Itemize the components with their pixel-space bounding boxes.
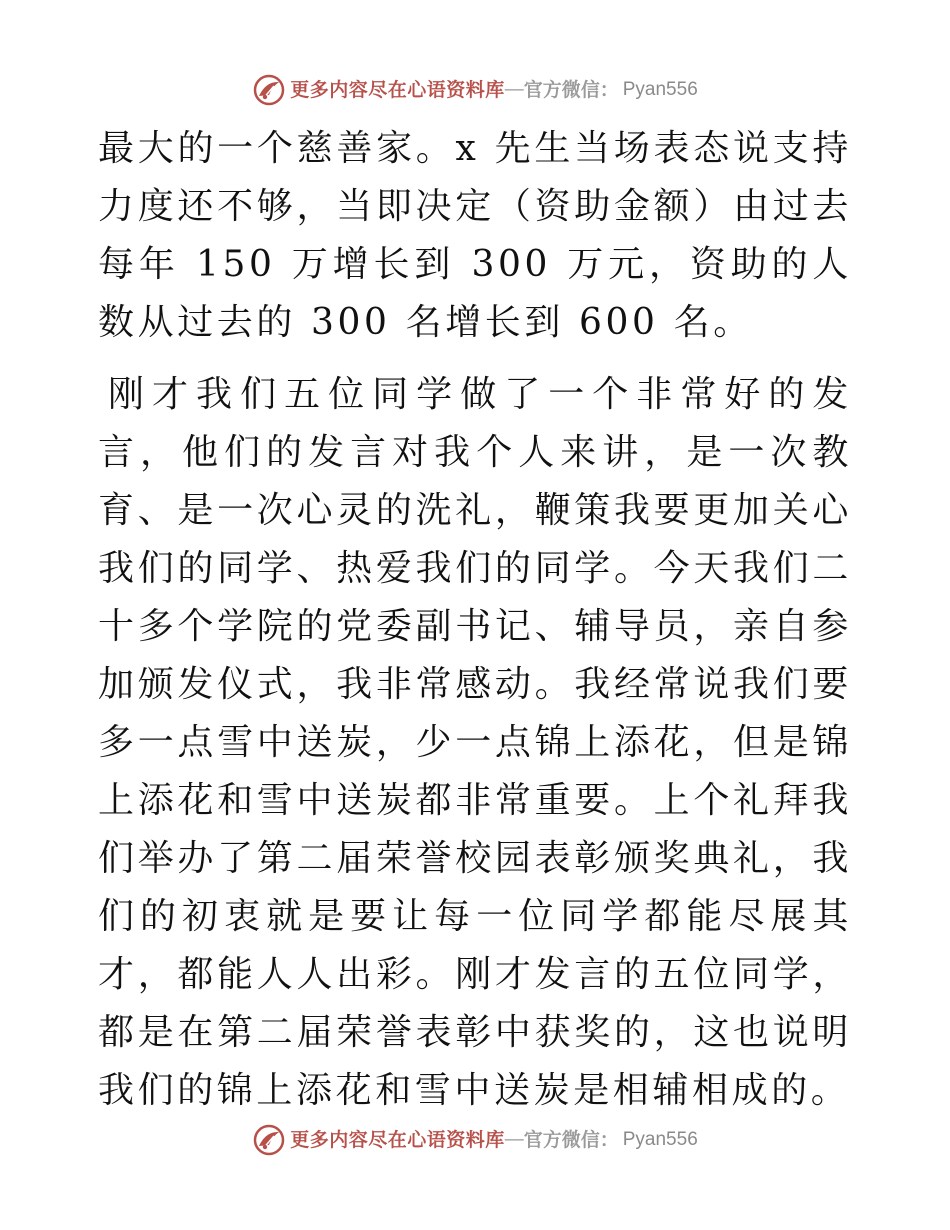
watermark-official-label: 官方微信： — [523, 1129, 619, 1151]
header-watermark — [0, 70, 950, 110]
footer-watermark — [0, 1120, 950, 1160]
watermark-main-text: 更多内容尽在心语资料库 — [290, 79, 505, 101]
paragraph-1: 最大的一个慈善家。x 先生当场表态说支持力度还不够，当即决定（资助金额）由过去每年 150 万增长到 300 万元，资助的人数从过去的 300 名增长到 600 名。 — [98, 128, 852, 343]
watermark-dash: — — [504, 79, 524, 100]
watermark-official-label: 官方微信： — [523, 79, 619, 101]
document-body — [98, 120, 852, 1120]
paragraph-2: 刚才我们五位同学做了一个非常好的发言，他们的发言对我个人来讲，是一次教育、是一次心灵的洗礼，鞭策我要更加关心我们的同学、热爱我们的同学。今天我们二十多个学院的党委副书记、辅导员，亲自参加颁发仪式，我非常感动。我经常说我们要多一点雪中送炭，少一点锦上添花，但是锦上添花和雪中送炭都非常重要。上个礼拜我们举办了第二届荣誉校园表彰颁奖典礼，我们的初衷就是要让每一位同学都能尽展其才，都能人人出彩。刚才发言的五位同学，都是在第二届荣誉表彰中获奖的，这也说明我们的锦上添花和雪中送炭是相辅相成的。 — [98, 374, 852, 1111]
watermark-wechat-id: Pyan556 — [622, 79, 698, 100]
watermark-dash: — — [504, 1129, 524, 1150]
watermark-wechat-id: Pyan556 — [622, 1129, 698, 1150]
pen-logo-icon — [252, 1123, 286, 1157]
pen-logo-icon — [252, 73, 286, 107]
watermark-main-text: 更多内容尽在心语资料库 — [290, 1129, 505, 1151]
